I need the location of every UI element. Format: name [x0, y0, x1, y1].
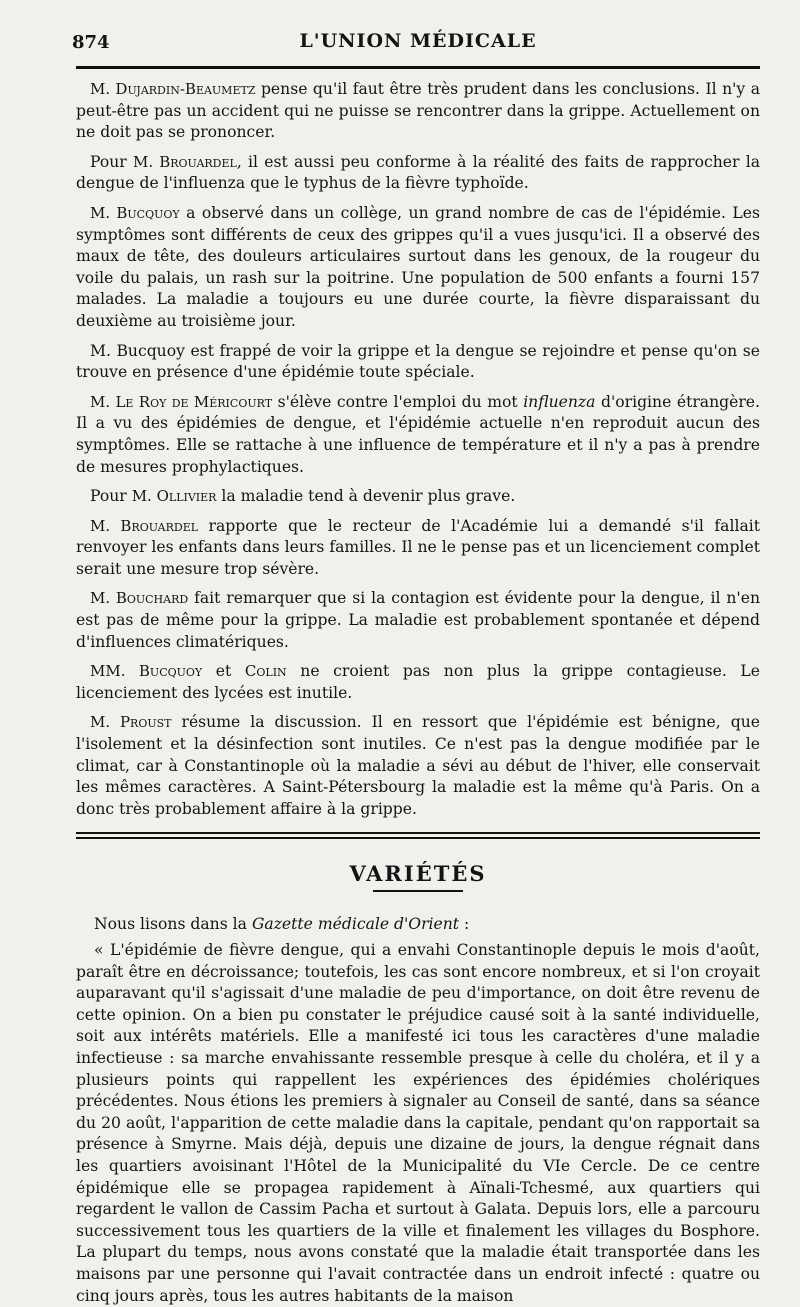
source-title: Gazette médicale d'Orient	[251, 915, 460, 934]
paragraph-text: rapporte que le recteur de l'Académie lui a demandé s'il fallait renvoyer les enfants dans leurs familles. Il ne le pense pas et un licenciement complet serait une mesure trop sévère.	[76, 516, 760, 578]
speaker-name: M. Bucquoy	[90, 203, 180, 222]
varietes-intro	[76, 914, 760, 936]
speaker-name: M. Bucquoy	[90, 341, 185, 360]
discussion-paragraph	[76, 152, 760, 195]
speaker-name: M. Dujardin-Beaumetz	[90, 80, 256, 98]
discussion-paragraph	[76, 341, 760, 384]
discussion-paragraph	[76, 486, 760, 508]
paragraph-text-continued: ne croient pas non plus la grippe contagieuse. Le licenciement des lycées est inutile.	[76, 662, 760, 702]
varietes-quote: « L'épidémie de fièvre dengue, qui a envahi Constantinople depuis le mois d'août, paraît être en décroissance; toutefois, les cas sont encore nombreux, et si l'on croyait auparavant qu'il s'agissait d'une maladie de peu d'importance, on doit être revenu de cette opinion. On a bien pu constater le préjudice causé soit à la santé individuelle, soit aux intérêts matériels. Elle a manifesté ici tous les caractères d'une maladie infectieuse : sa marche envahissante ressemble presque à celle du choléra, et il y a plusieurs points qui rappellent les expériences des épidémies cholériques précédentes. Nous étions les premiers à signaler au Conseil de santé, dans sa séance du 20 août, l'apparition de cette maladie dans la capitale, pendant qu'on rapportait sa présence à Smyrne. Mais déjà, depuis une dizaine de jours, la dengue régnait dans les quartiers avoisinant l'Hôtel de la Municipalité du VIe Cercle. De ce centre épidémique elle se propagea rapidement à Aïnali-Tchesmé, aux quartiers qui regardent le vallon de Cassim Pacha et surtout à Galata. Depuis lors, elle a parcouru successivement tous les quartiers de la ville et finalement les villages du Bosphore. La plupart du temps, nous avons constaté que la maladie était transportée dans les maisons par une personne qui l'avait contractée dans un endroit infecté : quatre ou cinq jours après, tous les autres habitants de la maison	[76, 941, 760, 1305]
paragraph-text-continued: d'origine étrangère. Il a vu des épidémies de dengue, et l'épidémie actuelle n'en reproduit aucun des symptômes. Elle se rattache à une influence de température et il n'y a pas à prendre de mesures prophylactiques.	[76, 392, 760, 476]
journal-title: L'UNION MÉDICALE	[299, 30, 537, 52]
speaker-name: MM. Bucquoy	[90, 662, 203, 681]
section-divider	[76, 832, 760, 839]
speaker-name-second: Colin	[244, 662, 287, 681]
paragraph-text: résume la discussion. Il en ressort que l'épidémie est bénigne, que l'isolement et la désinfection sont inutiles. Ce n'est pas la dengue modifiée par le climat, car à Constantinople où la maladie a sévi au début de l'hiver, elle conservait les mêmes caractères. A Saint-Pétersbourg la maladie est la même qu'à Paris. On a donc très probablement affaire à la grippe.	[76, 713, 760, 818]
title-underline	[373, 890, 463, 892]
paragraph-prefix: Pour	[90, 487, 132, 506]
discussion-paragraph	[76, 203, 760, 333]
paragraph-text: est frappé de voir la grippe et la dengue se rejoindre et pense qu'on se trouve en présence d'une épidémie toute spéciale.	[76, 341, 760, 382]
paragraph-text: et	[202, 662, 245, 681]
speaker-name: M. Proust	[90, 713, 172, 732]
discussion-paragraph	[76, 588, 760, 653]
page-number: 874	[72, 32, 110, 53]
discussion-paragraph	[76, 516, 760, 581]
intro-text: Nous lisons dans la	[94, 915, 252, 934]
header-rule	[76, 66, 760, 69]
paragraph-text: pense qu'il faut être très prudent dans les conclusions. Il n'y a peut-être pas un accident qui ne puisse se rencontrer dans la grippe. Actuellement on ne doit pas se prononcer.	[76, 80, 760, 142]
discussion-paragraph	[76, 392, 760, 478]
paragraph-text: fait remarquer que si la contagion est évidente pour la dengue, il n'en est pas de même pour la grippe. La maladie est probablement spontanée et dépend d'influences climatériques.	[76, 589, 760, 651]
speaker-name: M. Brouardel	[133, 152, 237, 171]
italic-term: influenza	[523, 392, 596, 411]
running-head	[72, 26, 760, 56]
paragraph-text: , il est aussi peu conforme à la réalité des faits de rapprocher la dengue de l'influenza que le typhus de la fièvre typhoïde.	[76, 152, 760, 193]
discussion-paragraph	[76, 712, 760, 820]
paragraph-text: la maladie tend à devenir plus grave.	[216, 487, 516, 506]
speaker-name: M. Ollivier	[131, 487, 217, 506]
speaker-name: M. Le Roy de Méricourt	[90, 392, 273, 411]
paragraph-text: a observé dans un collège, un grand nombre de cas de l'épidémie. Les symptômes sont différents de ceux des grippes qu'il a vues jusqu'ici. Il a observé des maux de tête, des douleurs articulaires surtout dans les genoux, de la rougeur du voile du palais, un rash sur la poitrine. Une population de 500 enfants a fourni 157 malades. La maladie a toujours eu une durée courte, la fièvre disparaissant du deuxième au troisième jour.	[76, 203, 760, 330]
paragraph-prefix: Pour	[90, 152, 133, 171]
intro-text-end: :	[459, 915, 470, 934]
section-title: VARIÉTÉS	[349, 861, 487, 887]
speaker-name: M. Brouardel	[90, 516, 199, 535]
discussion-paragraph	[76, 79, 760, 144]
discussion-paragraph	[76, 661, 760, 704]
speaker-name: M. Bouchard	[90, 589, 189, 608]
paragraph-text: s'élève contre l'emploi du mot	[272, 392, 524, 411]
